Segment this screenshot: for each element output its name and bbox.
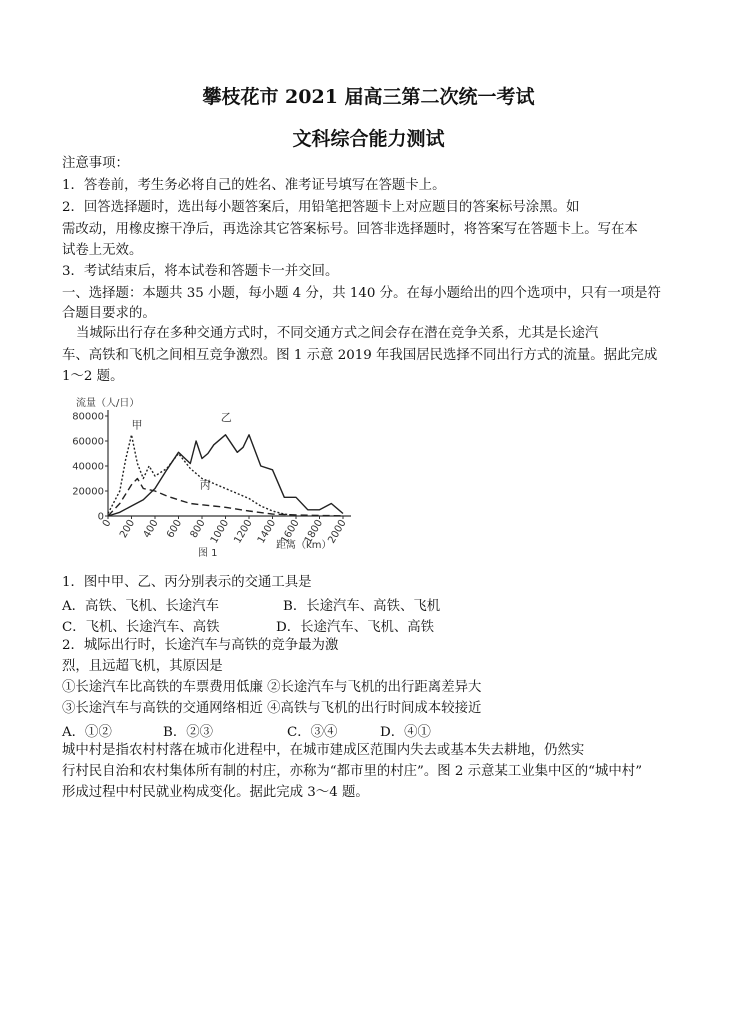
passage-text: 1～2 题。 (62, 369, 124, 384)
figure-1-chart (68, 392, 368, 564)
passage-text: 城中村是指农村村落在城市化进程中，在城市建成区范围内失去或基本失去耕地，仍然实 (62, 743, 585, 758)
figure-caption: 图 1 (198, 548, 218, 559)
statement-line: ③长途汽车与高铁的交通网络相近 ④高铁与飞机的出行时间成本较接近 (62, 701, 482, 716)
x-tick-label: 1400 (255, 518, 279, 546)
notice-item: 1．答卷前，考生务必将自己的姓名、准考证号填写在答题卡上。 (62, 178, 446, 193)
x-tick-label: 2000 (326, 518, 349, 546)
x-tick-label: 1200 (232, 518, 255, 546)
option-c: C．飞机、长途汽车、高铁 (62, 620, 220, 635)
x-tick-label: 800 (188, 518, 208, 541)
x-tick-label: 1000 (208, 518, 232, 546)
x-tick-label: 0 (100, 518, 114, 530)
y-axis-label: 流量（人/日） (76, 398, 140, 409)
section-intro: 合题目要求的。 (62, 306, 156, 321)
section-intro: 一、选择题：本题共 35 小题，每小题 4 分，共 140 分。在每小题给出的四个选项中，只有一项是符 (62, 286, 661, 301)
option-b: B．长途汽车、高铁、飞机 (283, 599, 441, 614)
passage-text: 当城际出行存在多种交通方式时，不同交通方式之间会存在潜在竞争关系，尤其是长途汽 (76, 326, 599, 341)
x-tick-label: 1800 (302, 518, 326, 546)
notice-heading: 注意事项： (62, 156, 129, 171)
notice-item: 3．考试结束后，将本试卷和答题卡一并交回。 (62, 264, 339, 279)
x-tick-label: 600 (165, 518, 185, 541)
question-stem: 2．城际出行时，长途汽车与高铁的竞争最为激 (62, 638, 339, 653)
page-title: 攀枝花市 2021 届高三第二次统一考试 (202, 86, 535, 108)
x-tick-label: 1600 (279, 518, 302, 546)
question-stem: 1．图中甲、乙、丙分别表示的交通工具是 (62, 575, 312, 590)
option-d: D．长途汽车、飞机、高铁 (276, 620, 435, 635)
notice-item: 需改动，用橡皮擦干净后，再选涂其它答案标号。回答非选择题时，将答案写在答题卡上。写在本 (62, 222, 638, 237)
series-label: 甲 (131, 418, 143, 432)
option-c: C．③④ (287, 725, 338, 740)
x-axis-label: 距离（km） (276, 540, 332, 551)
series-line-乙 (108, 435, 343, 516)
option-d: D．④① (380, 725, 431, 740)
x-tick-label: 200 (118, 518, 138, 541)
x-tick-label: 400 (141, 518, 161, 541)
series-label: 丙 (199, 478, 211, 492)
y-tick-label: 60000 (72, 436, 104, 448)
notice-item: 2．回答选择题时，选出每小题答案后，用铅笔把答题卡上对应题目的答案标号涂黑。如 (62, 200, 580, 215)
option-a: A．高铁、飞机、长途汽车 (62, 599, 219, 614)
statement-line: ①长途汽车比高铁的车票费用低廉 ②长途汽车与飞机的出行距离差异大 (62, 680, 482, 695)
y-tick-label: 0 (97, 511, 104, 523)
passage-text: 行村民自治和农村集体所有制的村庄，亦称为“都市里的村庄”。图 2 示意某工业集中区的“城中村” (62, 764, 643, 779)
notice-item: 试卷上无效。 (62, 243, 143, 258)
option-b: B．②③ (163, 725, 214, 740)
passage-text: 车、高铁和飞机之间相互竞争激烈。图 1 示意 2019 年我国居民选择不同出行方式的流量。据此完成 (62, 348, 658, 363)
page-subtitle: 文科综合能力测试 (292, 128, 445, 150)
passage-text: 形成过程中村民就业构成变化。据此完成 3～4 题。 (62, 785, 369, 800)
y-tick-label: 80000 (72, 411, 104, 423)
option-a: A．①② (62, 725, 112, 740)
series-label: 乙 (220, 411, 232, 424)
y-tick-label: 20000 (72, 486, 104, 498)
y-tick-label: 40000 (72, 461, 104, 473)
question-stem: 烈，且远超飞机，其原因是 (62, 659, 223, 674)
